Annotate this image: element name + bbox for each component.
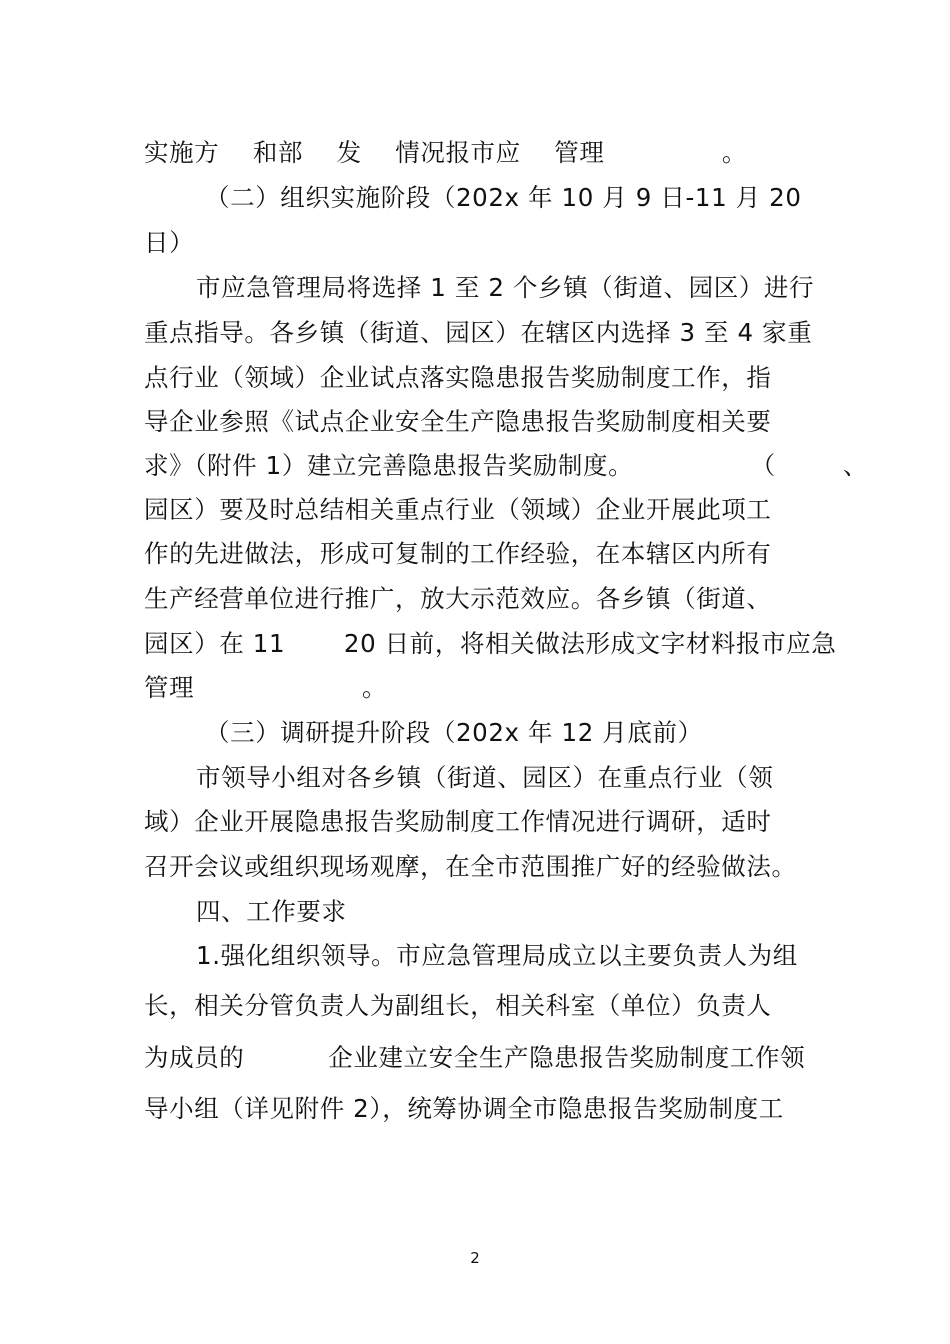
paragraph-line: 市领导小组对各乡镇（街道、园区）在重点行业（领 [196,763,774,792]
paragraph-line: 为成员的 企业建立安全生产隐患报告奖励制度工作领 [144,1043,806,1072]
section-heading: （二）组织实施阶段（202x 年 10 月 9 日-11 月 20 [205,183,802,212]
paragraph-line: 导小组（详见附件 2），统筹协调全市隐患报告奖励制度工 [144,1094,784,1123]
paragraph-line: 园区）要及时总结相关重点行业（领域）企业开展此项工 [144,495,772,524]
paragraph-line: 日） [144,228,195,257]
paragraph-line: 作的先进做法，形成可复制的工作经验，在本辖区内所有 [144,539,772,568]
paragraph-line: 域）企业开展隐患报告奖励制度工作情况进行调研，适时 [144,807,772,836]
paragraph-line: 实施方 和部 发 情况报市应 管理 。 [144,138,748,167]
paragraph-line: 园区）在 11 20 日前，将相关做法形成文字材料报市应急 [144,629,837,658]
paragraph-line: 导企业参照《试点企业安全生产隐患报告奖励制度相关要 [144,407,772,436]
paragraph-line: 生产经营单位进行推广，放大示范效应。各乡镇（街道、 [144,584,772,613]
paragraph-line: 重点指导。各乡镇（街道、园区）在辖区内选择 3 至 4 家重 [144,318,813,347]
paragraph-line: 求》（附件 1）建立完善隐患报告奖励制度。 （ 、 [144,451,868,480]
paragraph-line: 召开会议或组织现场观摩，在全市范围推广好的经验做法。 [144,852,797,881]
paragraph-line: 长，相关分管负责人为副组长，相关科室（单位）负责人 [144,991,772,1020]
paragraph-line: 点行业（领域）企业试点落实隐患报告奖励制度工作，指 [144,363,772,392]
paragraph-line: 1.强化组织领导。市应急管理局成立以主要负责人为组 [196,941,798,970]
section-heading: 四、工作要求 [196,897,347,926]
section-heading: （三）调研提升阶段（202x 年 12 月底前） [205,718,703,747]
paragraph-line: 市应急管理局将选择 1 至 2 个乡镇（街道、园区）进行 [196,273,815,302]
page-number: 2 [470,1249,480,1267]
paragraph-line: 管理 。 [144,673,388,702]
